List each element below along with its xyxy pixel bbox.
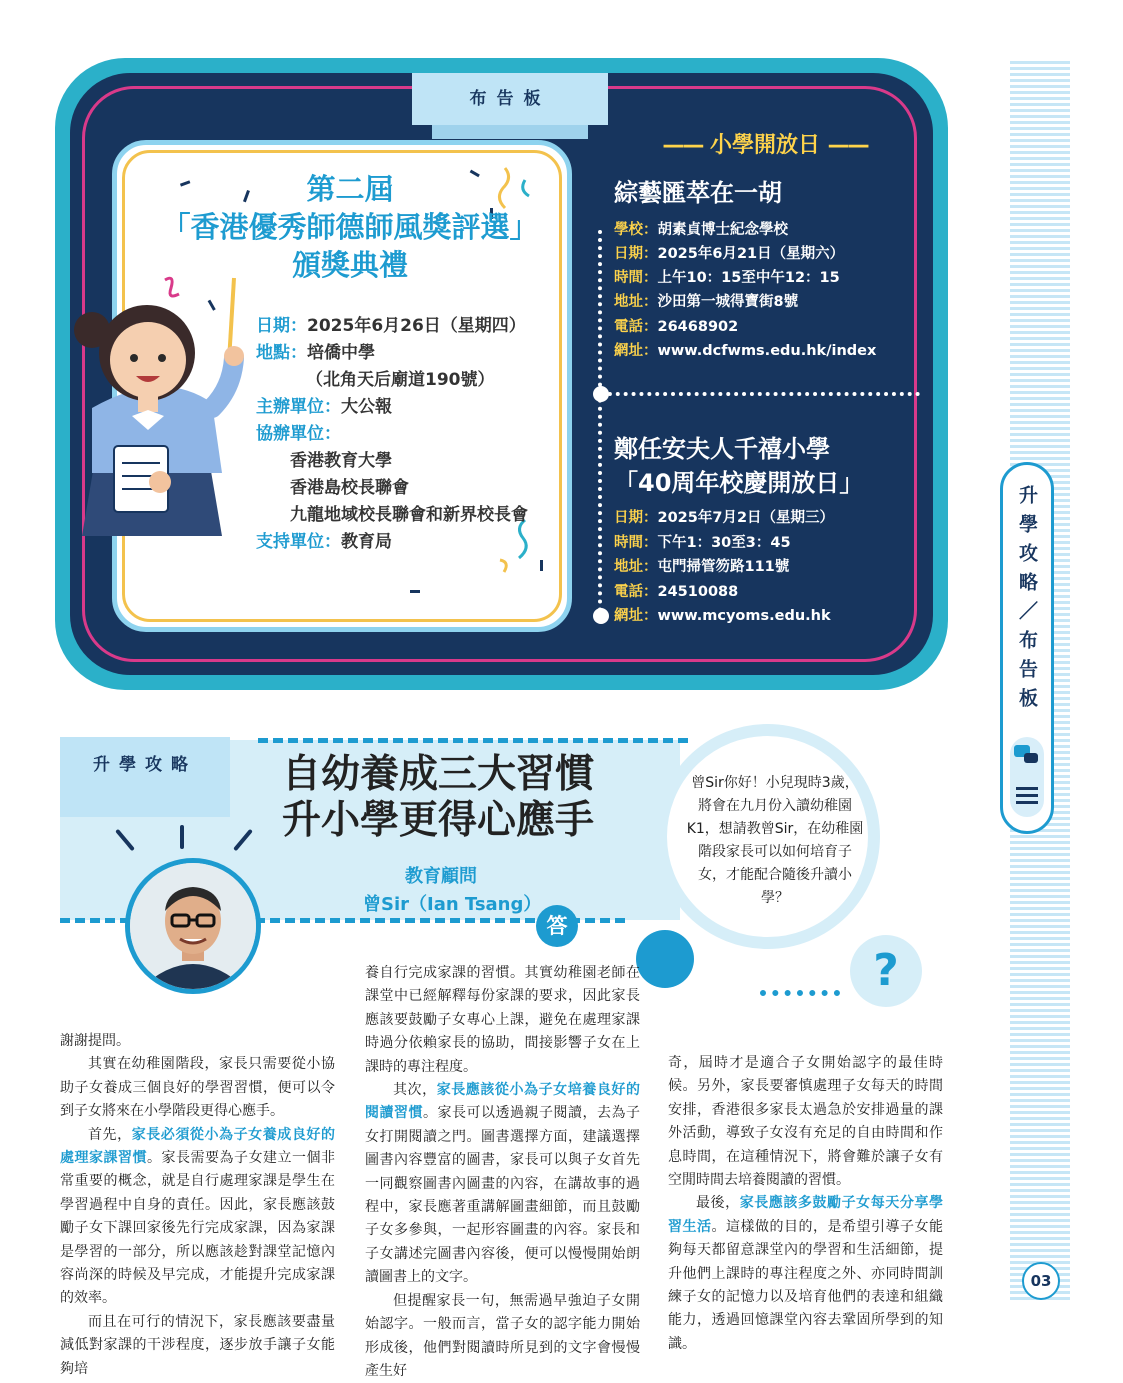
event2-website[interactable]: 網址：www.mcyoms.edu.hk [614, 608, 831, 624]
article-column-3 [668, 1052, 943, 1356]
divider-dot [593, 386, 609, 402]
ceremony-date: 日期：2025年6月26日（星期四） [256, 316, 526, 336]
article-column-2 [365, 962, 640, 1383]
ceremony-title-line2: 「香港優秀師德師風獎評選」 [161, 210, 539, 244]
event1-website[interactable]: 網址：www.dcfwms.edu.hk/index [614, 343, 877, 359]
event1-phone: 電話：26468902 [614, 319, 739, 335]
ceremony-supporter: 支持單位：教育局 [256, 532, 392, 552]
paragraph: 養自行完成家課的習慣。其實幼稚園老師在課堂中已經解釋每份家課的要求，因此家長應該要鼓勵子女專心上課，避免在處理家課時過分依賴家長的協助，間接影響子女在上課時的專注程度。 [365, 965, 640, 1075]
dotted-divider-vertical [598, 230, 602, 620]
article-column-1 [60, 1030, 335, 1381]
ceremony-venue: 地點：培僑中學 [256, 343, 375, 363]
article-title-line2: 升小學更得心應手 [282, 798, 595, 843]
section-side-tab[interactable] [1000, 462, 1054, 834]
divider-dot [593, 608, 609, 624]
dotted-decoration [760, 990, 840, 996]
paragraph: 其次，家長應該從小為子女培養良好的閱讀習慣。家長可以透過親子閱讀，去為子女打開閱讀之門。圖書選擇方面，建議選擇圖書內容豐富的圖書，家長可以與子女首先一同觀察圖書內圖畫的內容，在講故事的過程中，家長應著重講解圖畫細節，而且鼓勵子女多參與，一起形容圖畫的內容。家長和子女講述完圖書內容後，便可以慢慢開始朗讀圖書上的文字。 [365, 1082, 640, 1286]
author-name: 曾Sir（Ian Tsang） [363, 894, 542, 915]
paragraph: 其實在幼稚園階段，家長只需要從小協助子女養成三個良好的學習習慣，便可以令到子女將來在小學階段更得心應手。 [60, 1056, 335, 1120]
paragraph: 但提醒家長一句，無需過早強迫子女開始認字。一般而言，當子女的認字能力開始形成後，他們對閱讀時所見到的文字會慢慢產生好 [365, 1292, 640, 1379]
article-title [282, 752, 642, 844]
dotted-divider-horizontal [600, 392, 920, 396]
article-title-line1: 自幼養成三大習慣 [282, 752, 595, 797]
reader-question: 曾Sir你好！小兒現時3歲，將會在九月份入讀幼稚園K1，想請教曾Sir，在幼稚園階段家長可以如何培育子女，才能配合隨後升讀小學？ [686, 775, 864, 906]
magnifier-handle [636, 930, 694, 988]
dashed-rule [258, 738, 688, 743]
event2-address: 地址：屯門掃管笏路111號 [614, 559, 790, 575]
highlight-text: 家長應該多鼓勵子女每天分享學習生活 [668, 1195, 943, 1235]
ceremony-title-line1: 第二屆 [306, 172, 394, 206]
co-organizer-item: 香港教育大學 [290, 451, 392, 471]
question-mark-icon: ? [850, 935, 922, 1007]
event1-title: 綜藝匯萃在一胡 [614, 179, 782, 207]
board-tab: 布告板 [412, 73, 608, 125]
paragraph: 而且在可行的情況下，家長應該要盡量減低對家課的干涉程度，逐步放手讓子女能夠培 [60, 1313, 335, 1377]
event1-time: 時間：上午10：15至中午12：15 [614, 270, 840, 286]
event2-time: 時間：下午1：30至3：45 [614, 535, 791, 551]
ray-decoration [180, 825, 184, 849]
event2-title-line1: 鄭任安夫人千禧小學 [614, 435, 830, 463]
section-label: 升學攻略／布告板 [1016, 485, 1038, 717]
paragraph: 奇，屆時才是適合子女開始認字的最佳時候。另外，家長要審慎處理子女每天的時間安排，香港很多家長太過急於安排過量的課外活動，導致子女沒有充足的自由時間和作息時間，在這種情況下，將會難於讓子女有空閒時間去培養閱讀的習慣。 [668, 1055, 943, 1189]
page-number: 03 [1022, 1262, 1060, 1300]
event2-date: 日期：2025年7月2日（星期三） [614, 510, 835, 526]
teacher-illustration [62, 268, 262, 536]
event2-phone: 電話：24510088 [614, 584, 739, 600]
author-photo [125, 858, 261, 994]
chat-icon [1010, 737, 1044, 817]
ceremony-venue-address: （北角天后廟道190號） [306, 370, 495, 390]
co-organizer-item: 香港島校長聯會 [290, 478, 409, 498]
answer-badge: 答 [536, 905, 578, 947]
ceremony-title [140, 170, 560, 284]
co-organizer-item: 九龍地域校長聯會和新界校長會 [290, 505, 528, 525]
highlight-text: 家長必須從小為子女養成良好的處理家課習慣 [60, 1126, 335, 1167]
event1-address: 地址：沙田第一城得寶街8號 [614, 294, 799, 310]
paragraph: 最後，家長應該多鼓勵子女每天分享學習生活。這樣做的目的，是希望引導子女能夠每天都留意課堂內的學習和生活細節，提升他們上課時的專注程度之外、亦同時間訓練子女的記憶力以及培育他們的表達和組織能力，透過回憶課堂內容去鞏固所學到的知識。 [668, 1195, 943, 1352]
ceremony-title-line3: 頒獎典禮 [291, 248, 408, 282]
highlight-text: 家長應該從小為子女培養良好的閱讀習慣 [365, 1082, 640, 1122]
ceremony-co-organizer-label: 協辦單位： [256, 424, 341, 444]
event1-date: 日期：2025年6月21日（星期六） [614, 246, 845, 262]
paragraph: 首先，家長必須從小為子女養成良好的處理家課習慣。家長需要為子女建立一個非常重要的概念，就是自行處理家課是學生在學習過程中自身的責任。因此，家長應該鼓勵子女下課回家後先行完成家課，因為家課是學習的一部分，所以應該趁對課堂記憶內容尚深的時候及早完成，才能提升完成家課的效率。 [60, 1126, 335, 1307]
article-section-tag: 升學攻略 [60, 737, 230, 817]
event2-title-line2: 「40周年校慶開放日」 [614, 469, 864, 497]
paragraph: 謝謝提問。 [60, 1033, 130, 1049]
ceremony-organizer: 主辦單位：大公報 [256, 397, 392, 417]
author-role: 教育顧問 [405, 866, 477, 887]
open-day-heading-text: 小學開放日 [709, 133, 820, 158]
event1-school: 學校：胡素貞博士紀念學校 [614, 222, 788, 238]
open-day-heading: —— 小學開放日 —— [662, 133, 868, 158]
